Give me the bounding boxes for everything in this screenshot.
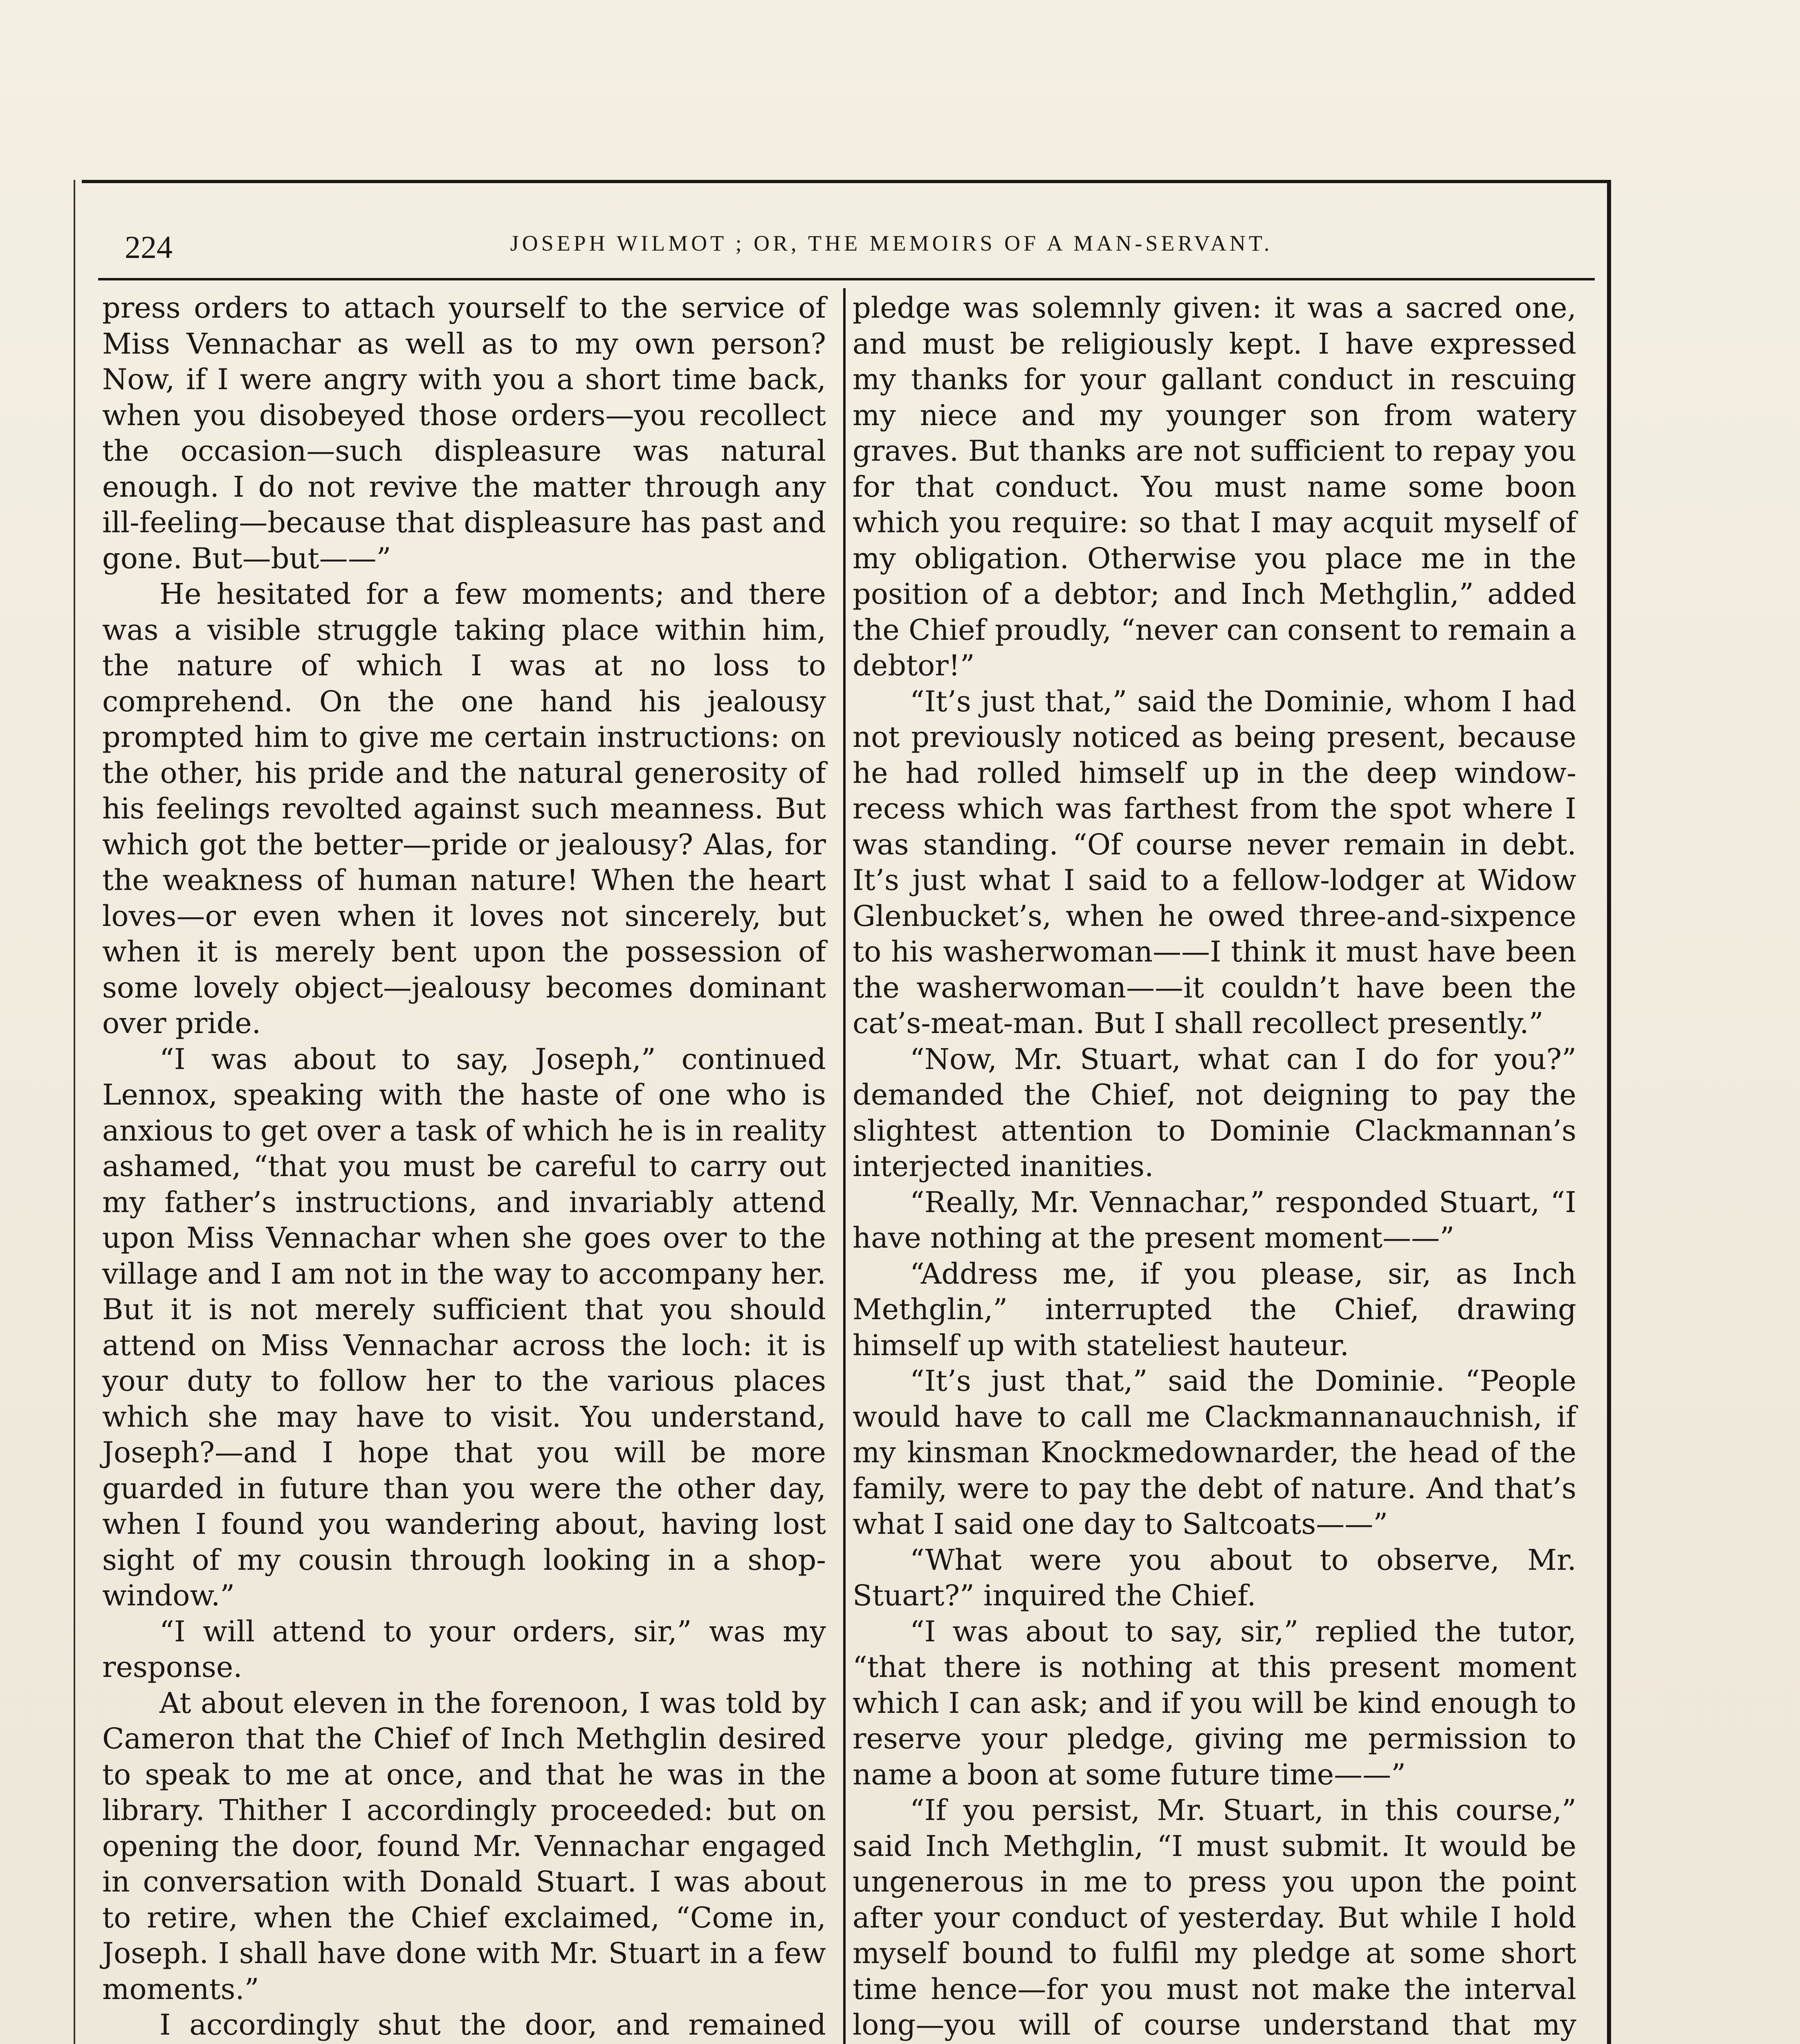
header-rule [98,278,1595,280]
paragraph: “It’s just that,” said the Dominie. “People would have to call me Clackmannanauchnish, if my kinsman Knockmedownarder, the head of the family, were to pay the debt of nature. And that’s what I said one day to Saltcoats——” [853,1364,1576,1541]
left-column [102,290,826,2044]
paragraph: “Really, Mr. Vennachar,” responded Stuart, “I have nothing at the present moment——” [853,1185,1576,1255]
paragraph: “I will attend to your orders, sir,” was my response. [102,1614,826,1684]
paragraph: He hesitated for a few moments; and there was a visible struggle taking place within him, the nature of which I was at no loss to comprehend. On the one hand his jealousy prompted him to give me certain instructions: on the other, his pride and the natural generosity of his feelings revolted against such meanness. But which got the better—pride or jealousy? Alas, for the weakness of human nature! When the heart loves—or even when it loves not sincerely, but when it is merely bent upon the possession of some lovely object—jealousy becomes dominant over pride. [102,577,826,1040]
paragraph: “I was about to say, sir,” replied the tutor, “that there is nothing at this present moment which I can ask; and if you will be kind enough to reserve your pledge, giving me permission to name a boon at some future time——” [853,1614,1576,1791]
paragraph: “If you persist, Mr. Stuart, in this course,” said Inch Methglin, “I must submit. It would be ungenerous in me to press you upon the point after your conduct of yesterday. But while I hold myself bound to fulfil my pledge at some short time hence—for you must not make the interval long—you will of course understand that my [853,1793,1576,2042]
page-left-edge [74,180,75,2044]
running-head [82,221,1611,266]
running-title: JOSEPH WILMOT ; OR, THE MEMOIRS OF A MAN-SERVANT. [510,231,1273,256]
paragraph: I accordingly shut the door, and remained [159,2008,826,2042]
paragraph: press orders to attach yourself to the service of Miss Vennachar as well as to my own person? Now, if I were angry with you a short time back, when you disobeyed those orders—you recollect the occasion—such displeasure was natural enough. I do not revive the matter through any ill-feeling—because that displeasure has past and gone. But—but——” [102,291,826,575]
paragraph: “It’s just that,” said the Dominie, whom I had not previously noticed as being present, because he had rolled himself up in the deep window-recess which was farthest from the spot where I was standing. “Of course never remain in debt. It’s just what I said to a fellow-lodger at Widow Glenbucket’s, when he owed three-and-sixpence to his washerwoman——I think it must have been the washerwoman——it couldn’t have been the cat’s-meat-man. But I shall recollect presently.” [853,684,1576,1040]
paragraph: “What were you about to observe, Mr. Stuart?” inquired the Chief. [853,1543,1576,1612]
paragraph: “I was about to say, Joseph,” continued Lennox, speaking with the haste of one who is anxious to get over a task of which he is in reality ashamed, “that you must be careful to carry out my father’s instructions, and invariably attend upon Miss Vennachar when she goes over to the village and I am not in the way to accompany her. But it is not merely sufficient that you should attend on Miss Vennachar across the loch: it is your duty to follow her to the various places which she may have to visit. You understand, Joseph?—and I hope that you will be more guarded in future than you were the other day, when I found you wandering about, having lost sight of my cousin through looking in a shop-window.” [102,1042,826,1612]
right-column [853,290,1576,2044]
paragraph: At about eleven in the forenoon, I was told by Cameron that the Chief of Inch Methglin desired to speak to me at once, and that he was in the library. Thither I accordingly proceeded: but on opening the door, found Mr. Vennachar engaged in conversation with Donald Stuart. I was about to retire, when the Chief exclaimed, “Come in, Joseph. I shall have done with Mr. Stuart in a few moments.” [102,1686,826,2006]
paragraph: “Address me, if you please, sir, as Inch Methglin,” interrupted the Chief, drawing himself up with stateliest hauteur. [853,1257,1576,1362]
paragraph: pledge was solemnly given: it was a sacred one, and must be religiously kept. I have expressed my thanks for your gallant conduct in rescuing my niece and my younger son from watery graves. But thanks are not sufficient to repay you for that conduct. You must name some boon which you require: so that I may acquit myself of my obligation. Otherwise you place me in the position of a debtor; and Inch Methglin,” added the Chief proudly, “never can consent to remain a debtor!” [853,291,1576,682]
column-divider [843,288,846,2044]
paragraph: “Now, Mr. Stuart, what can I do for you?” demanded the Chief, not deigning to pay the slightest attention to Dominie Clackmannan’s interjected inanities. [853,1042,1576,1183]
page-number: 224 [125,229,173,265]
